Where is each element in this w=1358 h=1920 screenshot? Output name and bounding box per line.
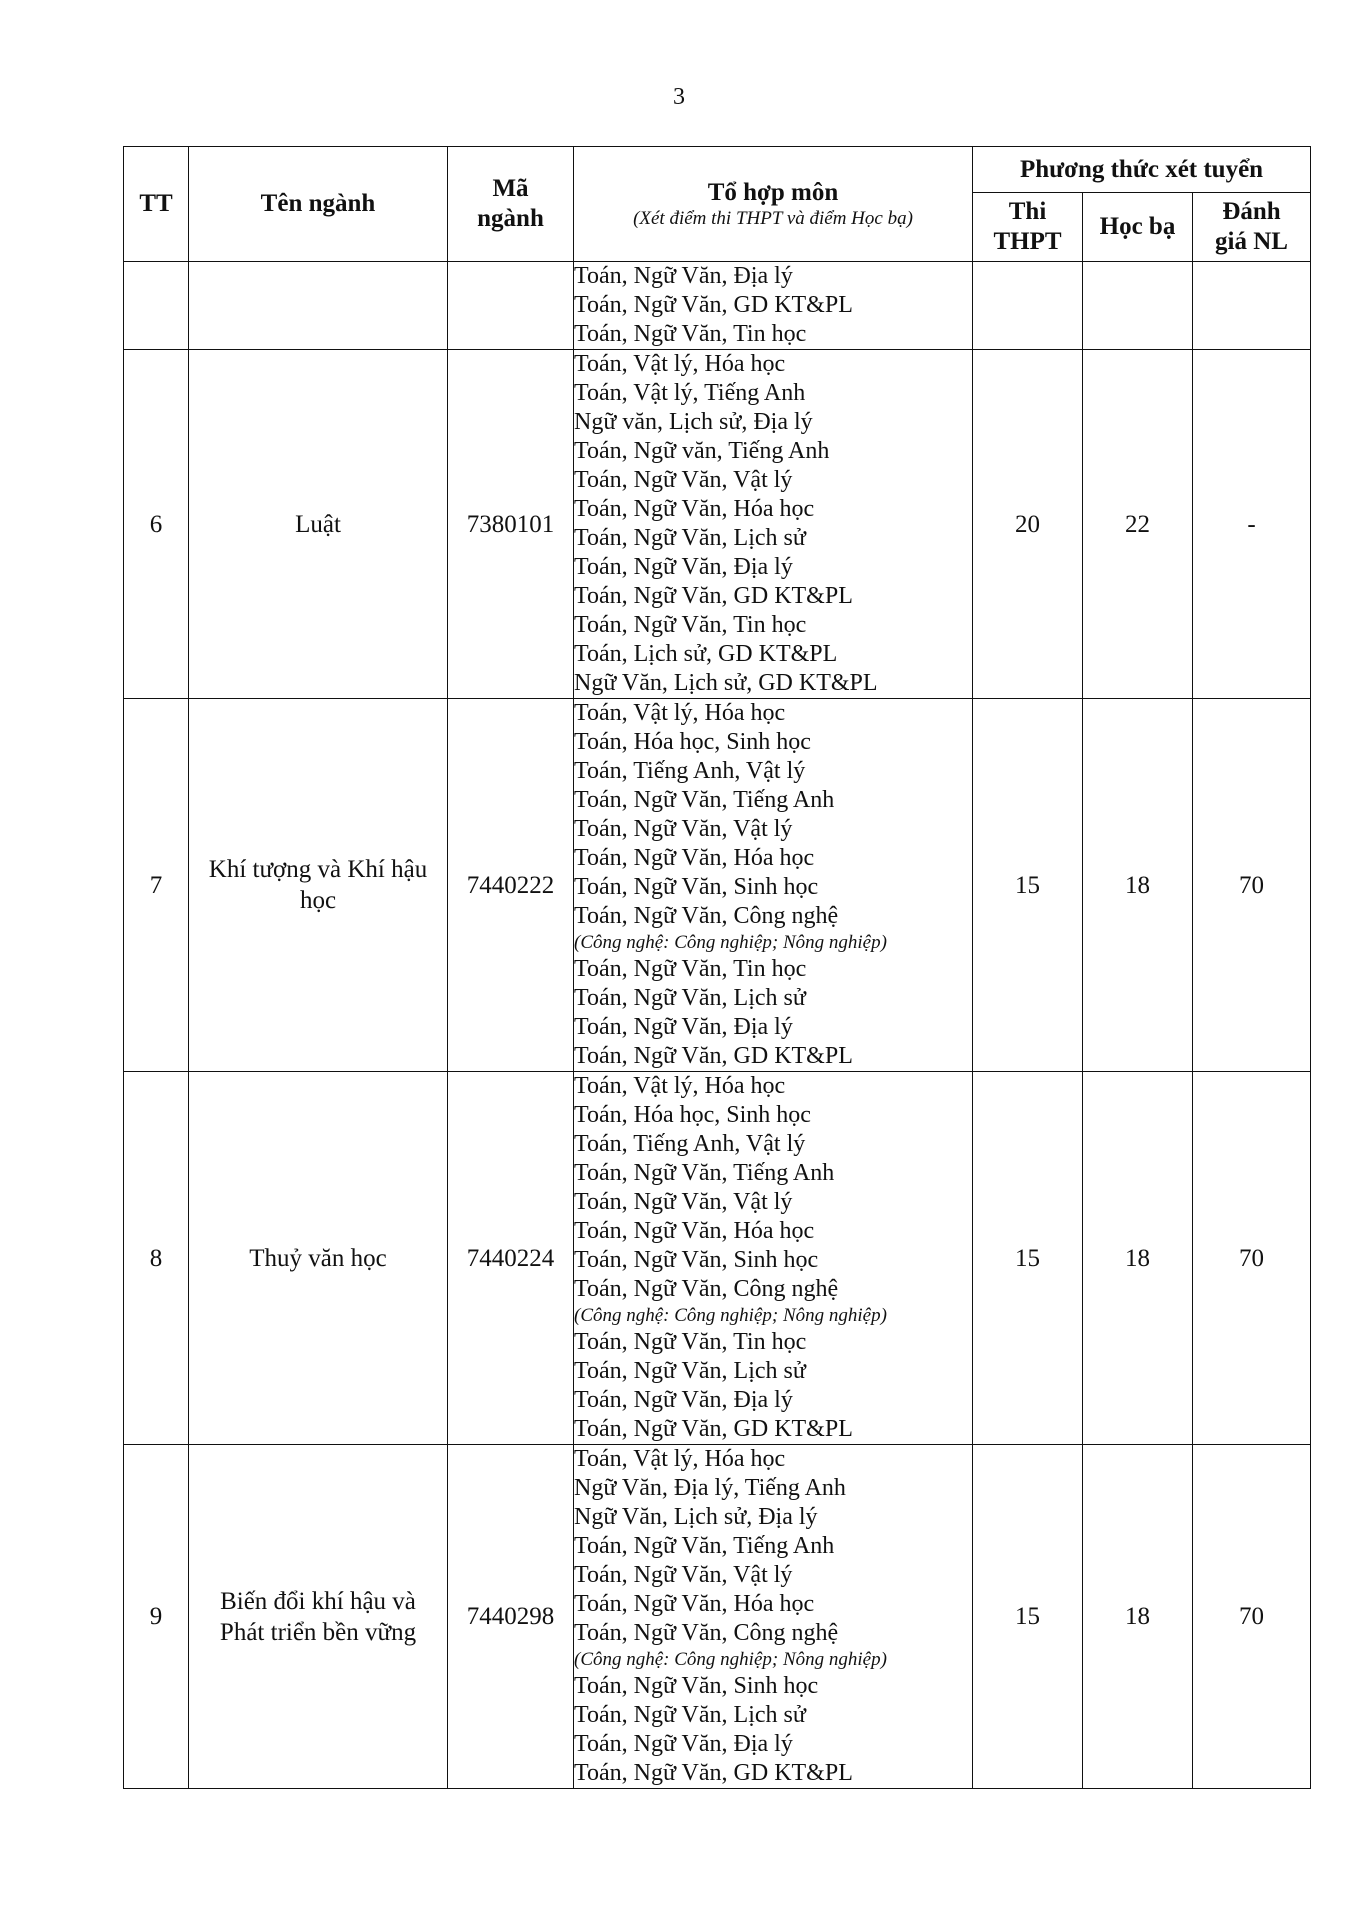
combo-item: Toán, Ngữ Văn, Địa lý [574,1014,793,1040]
combo-item: Toán, Ngữ Văn, Vật lý [574,1189,793,1215]
combo-item: Toán, Ngữ Văn, Công nghệ [574,1620,839,1646]
row-combos [574,350,973,699]
row-ten-nganh [189,1072,448,1445]
row-combos [574,1445,973,1789]
row-thi-thpt: 15 [973,699,1083,1072]
combo-item: Toán, Ngữ Văn, Tin học [574,321,807,347]
combo-item: Ngữ Văn, Lịch sử, Địa lý [574,1504,818,1530]
combo-item: Toán, Ngữ Văn, Tin học [574,612,807,638]
combo-item: Toán, Ngữ Văn, GD KT&PL [574,583,853,609]
row-thi-thpt: 20 [973,350,1083,699]
header-thi-thpt-label: Thi THPT [993,198,1062,255]
combo-item: Toán, Ngữ Văn, GD KT&PL [574,1043,853,1069]
major-name: Khí tượng và Khí hậu học [208,856,428,914]
header-to-hop-mon [574,147,973,262]
combo-item: Toán, Ngữ Văn, Hóa học [574,845,815,871]
row-danh-gia-nl: 70 [1193,1072,1311,1445]
combo-item: Toán, Ngữ Văn, Hóa học [574,1218,815,1244]
combo-item: Toán, Ngữ Văn, Công nghệ [574,903,839,929]
combo-item: Toán, Ngữ văn, Tiếng Anh [574,438,830,464]
combo-item: Toán, Hóa học, Sinh học [574,1102,811,1128]
row-tt: 9 [124,1445,189,1789]
page-number: 3 [673,84,685,110]
row-hoc-ba [1083,262,1193,350]
row-thi-thpt: 15 [973,1072,1083,1445]
major-name: Thuỷ văn học [249,1244,387,1272]
header-danh-gia-nl [1193,193,1311,262]
combo-item: Toán, Ngữ Văn, Lịch sử [574,1702,806,1728]
combo-item: Toán, Ngữ Văn, GD KT&PL [574,292,853,318]
combo-item: Toán, Ngữ Văn, Hóa học [574,1591,815,1617]
combo-item: Toán, Vật lý, Hóa học [574,1446,786,1472]
combo-note: (Công nghệ: Công nghiệp; Nông nghiệp) [574,1649,887,1670]
combo-item: Toán, Ngữ Văn, Tiếng Anh [574,787,835,813]
combo-item: Toán, Ngữ Văn, Lịch sử [574,985,806,1011]
table-row [124,1072,1311,1445]
row-hoc-ba: 18 [1083,1072,1193,1445]
combo-item: Toán, Ngữ Văn, Sinh học [574,1247,819,1273]
combo-item: Toán, Ngữ Văn, Công nghệ [574,1276,839,1302]
combo-item: Toán, Ngữ Văn, Tiếng Anh [574,1160,835,1186]
table-header [124,147,1311,262]
row-danh-gia-nl: 70 [1193,1445,1311,1789]
combo-item: Toán, Ngữ Văn, Địa lý [574,554,793,580]
combo-item: Toán, Tiếng Anh, Vật lý [574,1131,806,1157]
row-hoc-ba: 18 [1083,1445,1193,1789]
header-danh-gia-nl-label: Đánh giá NL [1215,198,1288,255]
table-row [124,1445,1311,1789]
combo-item: Toán, Ngữ Văn, Địa lý [574,1731,793,1757]
combo-item: Toán, Ngữ Văn, Sinh học [574,874,819,900]
major-name: Biến đổi khí hậu và Phát triển bền vững [219,1587,417,1646]
combo-item: Toán, Ngữ Văn, Hóa học [574,496,815,522]
combo-item: Toán, Ngữ Văn, Địa lý [574,263,793,289]
combo-item: Toán, Ngữ Văn, Tin học [574,1329,807,1355]
row-combos [574,262,973,350]
row-hoc-ba: 22 [1083,350,1193,699]
row-danh-gia-nl [1193,262,1311,350]
row-combos [574,699,973,1072]
row-thi-thpt [973,262,1083,350]
combo-item: Toán, Vật lý, Hóa học [574,1073,786,1099]
row-tt [124,262,189,350]
combo-item: Toán, Hóa học, Sinh học [574,729,811,755]
combo-item: Toán, Tiếng Anh, Vật lý [574,758,806,784]
table-row [124,262,1311,350]
combo-note: (Công nghệ: Công nghiệp; Nông nghiệp) [574,932,887,953]
row-danh-gia-nl: - [1193,350,1311,699]
row-ten-nganh [189,350,448,699]
header-ten-nganh: Tên ngành [189,147,448,262]
combo-item: Toán, Ngữ Văn, Lịch sử [574,1358,806,1384]
row-tt: 7 [124,699,189,1072]
header-phuong-thuc: Phương thức xét tuyển [973,147,1311,193]
combo-item: Toán, Ngữ Văn, Sinh học [574,1673,819,1699]
row-ten-nganh [189,262,448,350]
combo-item: Ngữ Văn, Địa lý, Tiếng Anh [574,1475,846,1501]
row-tt: 8 [124,1072,189,1445]
combo-item: Toán, Ngữ Văn, Vật lý [574,1562,793,1588]
row-tt: 6 [124,350,189,699]
combo-item: Toán, Ngữ Văn, Lịch sử [574,525,806,551]
combo-item: Toán, Ngữ Văn, GD KT&PL [574,1416,853,1442]
table-row [124,699,1311,1072]
combo-item: Toán, Ngữ Văn, Tin học [574,956,807,982]
header-ma-nganh-label: Mã ngành [477,175,544,232]
table-body [124,262,1311,1789]
combo-item: Toán, Vật lý, Tiếng Anh [574,380,806,406]
row-hoc-ba: 18 [1083,699,1193,1072]
combo-item: Toán, Vật lý, Hóa học [574,351,786,377]
combo-item: Toán, Ngữ Văn, Tiếng Anh [574,1533,835,1559]
row-ma-nganh: 7380101 [448,350,574,699]
combo-item: Ngữ Văn, Lịch sử, GD KT&PL [574,670,878,696]
header-to-hop-note: (Xét điểm thi THPT và điểm Học bạ) [633,208,913,229]
row-combos [574,1072,973,1445]
header-ma-nganh [448,147,574,262]
row-ma-nganh: 7440224 [448,1072,574,1445]
admissions-table [123,146,1311,1789]
header-hoc-ba: Học bạ [1083,193,1193,262]
combo-item: Toán, Lịch sử, GD KT&PL [574,641,838,667]
combo-item: Toán, Ngữ Văn, Vật lý [574,467,793,493]
combo-item: Toán, Vật lý, Hóa học [574,700,786,726]
row-ten-nganh [189,699,448,1072]
row-thi-thpt: 15 [973,1445,1083,1789]
combo-item: Ngữ văn, Lịch sử, Địa lý [574,409,813,435]
row-ma-nganh [448,262,574,350]
combo-item: Toán, Ngữ Văn, Vật lý [574,816,793,842]
row-ma-nganh: 7440222 [448,699,574,1072]
header-thi-thpt [973,193,1083,262]
major-name: Luật [295,510,341,538]
row-danh-gia-nl: 70 [1193,699,1311,1072]
combo-note: (Công nghệ: Công nghiệp; Nông nghiệp) [574,1305,887,1326]
row-ten-nganh [189,1445,448,1789]
combo-item: Toán, Ngữ Văn, GD KT&PL [574,1760,853,1786]
combo-item: Toán, Ngữ Văn, Địa lý [574,1387,793,1413]
header-to-hop-label: Tổ hợp môn [707,179,839,206]
header-tt: TT [124,147,189,262]
table-row [124,350,1311,699]
row-ma-nganh: 7440298 [448,1445,574,1789]
